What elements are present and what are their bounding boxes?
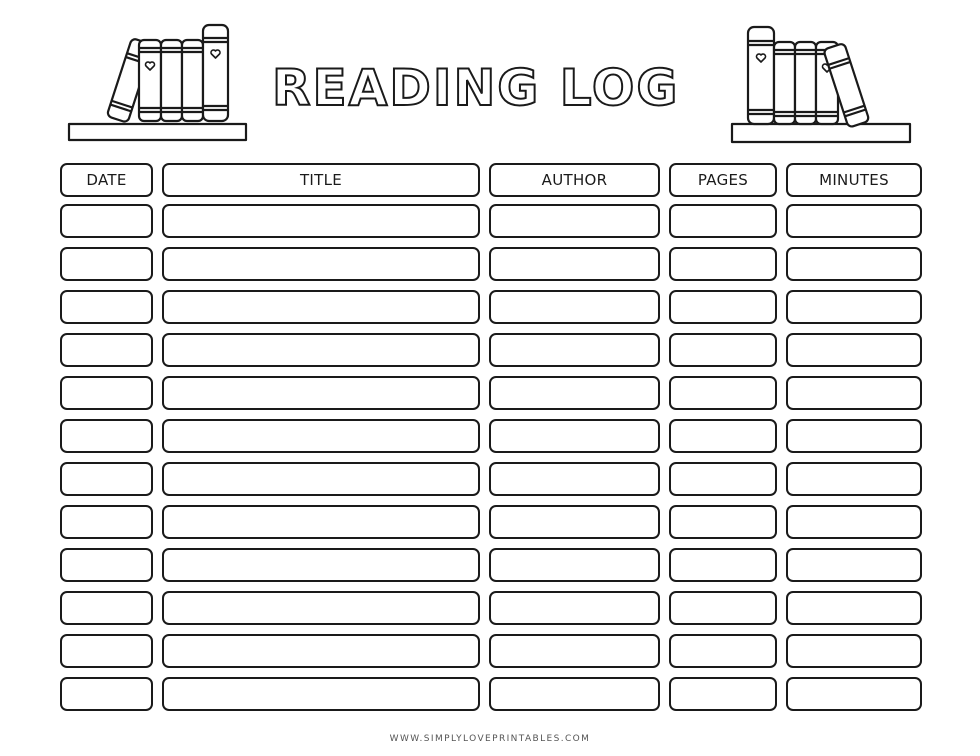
pages-field[interactable] bbox=[669, 204, 777, 238]
title-field[interactable] bbox=[162, 419, 480, 453]
author-field[interactable] bbox=[489, 505, 660, 539]
minutes-field[interactable] bbox=[786, 591, 922, 625]
footer-url: WWW.SIMPLYLOVEPRINTABLES.COM bbox=[389, 734, 591, 744]
date-field[interactable] bbox=[60, 634, 153, 668]
date-field[interactable] bbox=[60, 247, 153, 281]
author-field[interactable] bbox=[489, 204, 660, 238]
pages-field[interactable] bbox=[669, 462, 777, 496]
minutes-field[interactable] bbox=[786, 376, 922, 410]
table-row bbox=[60, 247, 922, 280]
pages-field[interactable] bbox=[669, 634, 777, 668]
author-field[interactable] bbox=[489, 419, 660, 453]
minutes-field[interactable] bbox=[786, 247, 922, 281]
minutes-field[interactable] bbox=[786, 333, 922, 367]
column-header-title: TITLE bbox=[162, 163, 480, 197]
table-row bbox=[60, 548, 922, 581]
title-field[interactable] bbox=[162, 548, 480, 582]
author-field[interactable] bbox=[489, 247, 660, 281]
minutes-field[interactable] bbox=[786, 548, 922, 582]
minutes-field[interactable] bbox=[786, 290, 922, 324]
pages-field[interactable] bbox=[669, 591, 777, 625]
column-header-author: AUTHOR bbox=[489, 163, 660, 197]
pages-field[interactable] bbox=[669, 247, 777, 281]
author-field[interactable] bbox=[489, 333, 660, 367]
table-row bbox=[60, 376, 922, 409]
title-field[interactable] bbox=[162, 204, 480, 238]
table-row bbox=[60, 505, 922, 538]
table-row bbox=[60, 462, 922, 495]
page-title: READING LOG bbox=[272, 59, 680, 117]
date-field[interactable] bbox=[60, 376, 153, 410]
title-field[interactable] bbox=[162, 677, 480, 711]
column-header-pages: PAGES bbox=[669, 163, 777, 197]
date-field[interactable] bbox=[60, 677, 153, 711]
column-header-date: DATE bbox=[60, 163, 153, 197]
minutes-field[interactable] bbox=[786, 634, 922, 668]
date-field[interactable] bbox=[60, 290, 153, 324]
table-row bbox=[60, 204, 922, 237]
title-field[interactable] bbox=[162, 634, 480, 668]
author-field[interactable] bbox=[489, 548, 660, 582]
date-field[interactable] bbox=[60, 591, 153, 625]
pages-field[interactable] bbox=[669, 505, 777, 539]
minutes-field[interactable] bbox=[786, 677, 922, 711]
title-field[interactable] bbox=[162, 376, 480, 410]
pages-field[interactable] bbox=[669, 290, 777, 324]
title-field[interactable] bbox=[162, 462, 480, 496]
date-field[interactable] bbox=[60, 419, 153, 453]
table-row bbox=[60, 677, 922, 710]
table-row bbox=[60, 290, 922, 323]
header-row bbox=[60, 163, 922, 196]
author-field[interactable] bbox=[489, 677, 660, 711]
title-field[interactable] bbox=[162, 333, 480, 367]
date-field[interactable] bbox=[60, 204, 153, 238]
date-field[interactable] bbox=[60, 462, 153, 496]
title-field[interactable] bbox=[162, 290, 480, 324]
pages-field[interactable] bbox=[669, 333, 777, 367]
title-field[interactable] bbox=[162, 591, 480, 625]
table-row bbox=[60, 333, 922, 366]
title-field[interactable] bbox=[162, 505, 480, 539]
pages-field[interactable] bbox=[669, 677, 777, 711]
table-row bbox=[60, 634, 922, 667]
minutes-field[interactable] bbox=[786, 204, 922, 238]
date-field[interactable] bbox=[60, 333, 153, 367]
minutes-field[interactable] bbox=[786, 419, 922, 453]
author-field[interactable] bbox=[489, 591, 660, 625]
author-field[interactable] bbox=[489, 634, 660, 668]
table-row bbox=[60, 591, 922, 624]
date-field[interactable] bbox=[60, 548, 153, 582]
author-field[interactable] bbox=[489, 290, 660, 324]
pages-field[interactable] bbox=[669, 376, 777, 410]
column-header-minutes: MINUTES bbox=[786, 163, 922, 197]
minutes-field[interactable] bbox=[786, 462, 922, 496]
author-field[interactable] bbox=[489, 462, 660, 496]
pages-field[interactable] bbox=[669, 419, 777, 453]
title-field[interactable] bbox=[162, 247, 480, 281]
books-on-shelf-icon bbox=[728, 24, 916, 149]
books-on-shelf-icon bbox=[64, 20, 254, 145]
table-row bbox=[60, 419, 922, 452]
date-field[interactable] bbox=[60, 505, 153, 539]
author-field[interactable] bbox=[489, 376, 660, 410]
pages-field[interactable] bbox=[669, 548, 777, 582]
minutes-field[interactable] bbox=[786, 505, 922, 539]
